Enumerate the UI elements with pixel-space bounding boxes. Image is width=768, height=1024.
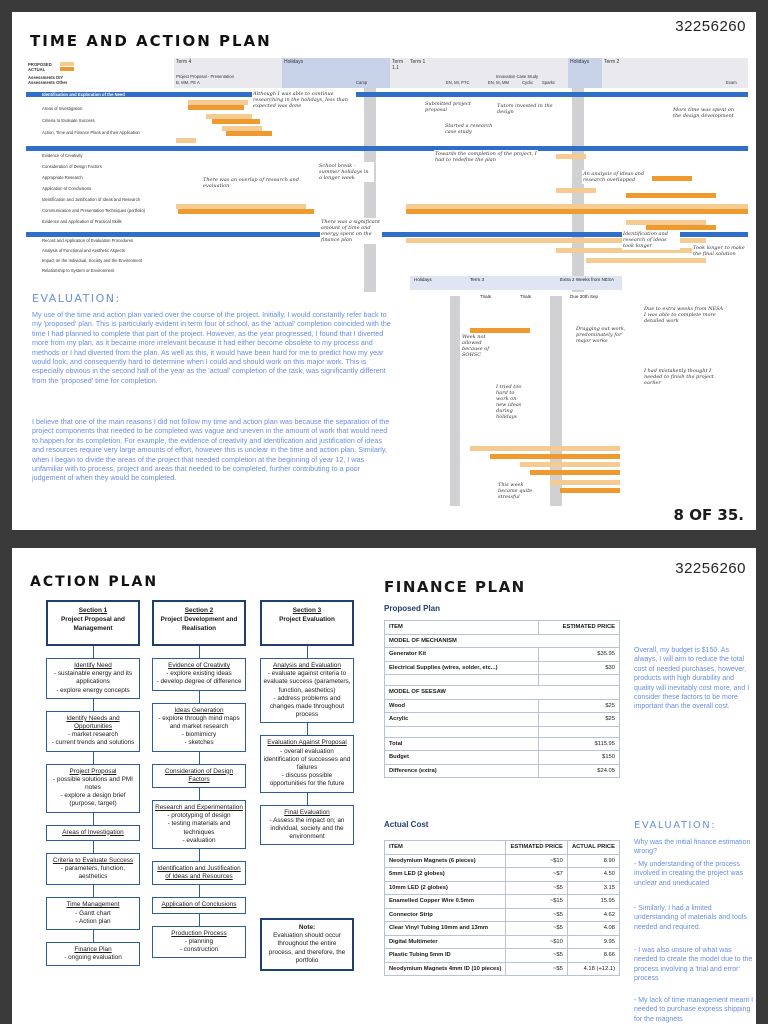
header-case-study: Innovation Case Study: [496, 74, 539, 79]
handwritten-note: An analysis of ideas and research overlapped: [582, 170, 652, 184]
row-label: Application of Conclusions: [42, 186, 92, 191]
handwritten-note: Tutors invested in the design: [496, 102, 556, 116]
flow-item: Areas of Investigation: [46, 825, 140, 841]
handwritten-note: Week not allowed because of SOHSC: [462, 334, 490, 358]
gantt2-header-label: Due 30th Sep: [570, 294, 599, 299]
flow-item: Analysis and Evaluation - evaluate against criteria to evaluate success (parameters, function, aesthetics) - address problems and changes made throughout process: [260, 658, 354, 723]
legend-proposed-swatch: [60, 62, 74, 66]
header-holidays: Holidays: [282, 58, 390, 88]
handwritten-note: Although I was able to continue researching in the holidays, less than expected was done: [252, 90, 356, 110]
bar-proposed: [176, 138, 196, 143]
finance-evaluation-question: Why was the initial finance estimation wrong?: [634, 839, 751, 856]
evaluation-paragraph: I believe that one of the main reasons I did not follow my time and action plan was because the separation of the project components that needed to be completed was vague and uneven in the amount of work that would need to happen for its completion. For example, the evidence of creativity and identification and justification of ideas and resources require very large amounts of effort, however this is unclear in the time and action plan. Similarly, when I began to divide the areas of the project that needed completion at the beginning of year 12, I was unfamiliar with to process, project and areas that needed to be completed, further contributing to a poor judgement of when they would be completed.: [32, 417, 390, 483]
table-row: Neodymium Magnets 4mm ID (10 pieces) ~$5 4.18 (+12.1): [385, 962, 620, 976]
finance-plan-title: FINANCE PLAN: [384, 578, 526, 596]
row-label: Consideration of Design Factors: [42, 164, 102, 169]
handwritten-note: Dragging out work, predominately for major works: [576, 326, 626, 344]
evaluation-heading: EVALUATION:: [32, 292, 121, 305]
bar-proposed: [550, 480, 620, 485]
row-label: Relationship to System or Environment: [42, 268, 115, 273]
table-row: Electrical Supplies (wires, solder, etc...) $30: [385, 661, 620, 675]
actual-cost-heading: Actual Cost: [384, 820, 429, 829]
actual-cost-table: [384, 840, 620, 976]
flow-item: Identification and Justification of Ideas and Resources: [152, 861, 246, 885]
gantt2-header-label: Term 3: [470, 277, 485, 282]
bar-actual: [560, 488, 620, 493]
handwritten-note: Started a research case study: [444, 122, 504, 136]
flow-item: Production Process - planning - construction: [152, 926, 246, 959]
flow-column-section-2: [152, 600, 246, 958]
page-number: 8 OF 35.: [673, 506, 744, 524]
legend-proposed: PROPOSED: [28, 62, 52, 67]
flow-item: Consideration of Design Factors: [152, 764, 246, 788]
row-label: Analysis of Functional and Aesthetic Aspects: [42, 248, 125, 253]
finance-evaluation-heading: EVALUATION:: [634, 820, 717, 831]
handwritten-note: This week became quite stressful: [498, 482, 533, 500]
gantt2-header-label: Trials: [480, 294, 492, 299]
budget-text: Overall, my budget is $150. As always, I will aim to reduce the total cost of needed purchases, however, products with high durability and quality will inevitably cost more, and I consider these factors to be more important than the overall cost.: [634, 647, 750, 711]
row-label: Record and Application of Evaluation Procedures: [42, 238, 134, 243]
page-title: TIME AND ACTION PLAN: [30, 32, 272, 50]
table-row: Enamelled Copper Wire 0.5mm ~$15 15.95: [385, 895, 620, 909]
row-label: Impact on the Individual, Society and the Environment: [42, 258, 143, 263]
header-term4: Term 4: [174, 58, 282, 88]
flow-item: Identify Need - sustainable energy and its applications - explore energy concepts: [46, 658, 140, 699]
header-exam: Exam: [726, 80, 737, 85]
header-assessment-diy: Project Proposal - Presentation: [176, 74, 234, 79]
section-2-box: Section 2 Project Development and Realisation: [152, 600, 246, 646]
bar-proposed: [556, 154, 586, 159]
page-time-and-action-plan: [12, 12, 756, 530]
table-header-row: ITEM ESTIMATED PRICE: [385, 621, 620, 635]
gantt2-header-label: Extra 2 Weeks from NESA: [560, 277, 615, 282]
table-row: Difference (extra) $24.05: [385, 764, 620, 778]
row-label: Identification and Justification of Ideas and Research: [42, 197, 141, 202]
table-row: Plastic Tubing 5mm ID ~$5 8.66: [385, 949, 620, 963]
handwritten-note: There was an overlap of research and evaluation: [202, 176, 302, 190]
finance-evaluation-point: - My understanding of the process involved in creating the project was unclear and uneducated: [634, 861, 743, 887]
bar-proposed: [520, 462, 620, 467]
handwritten-note: Identification and research of ideas took longer: [622, 230, 680, 250]
handwritten-note: I tried too hard to work on new ideas during holidays: [496, 384, 522, 420]
section-band-2: [26, 146, 748, 151]
bar-actual: [470, 328, 530, 333]
student-id: 32256260: [675, 560, 746, 577]
finance-evaluation-point: - Similarly, I had a limited understanding of materials and tools needed and required.: [634, 905, 747, 931]
table-row: Digital Multimeter ~$10 9.95: [385, 935, 620, 949]
proposed-plan-table: [384, 620, 620, 778]
flow-item: Ideas Generation - explore through mind maps and market research - biomimicry - sketches: [152, 703, 246, 752]
bar-actual: [212, 119, 260, 124]
gantt2-header-label: Trials: [520, 294, 532, 299]
header-holidays2: Holidays: [568, 58, 602, 88]
bar-actual: [226, 131, 272, 136]
assessments-other: Assessments Other: [28, 80, 68, 85]
bar-actual: [188, 105, 244, 110]
table-row: Clear Vinyl Tubing 10mm and 13mm ~$5 4.08: [385, 922, 620, 936]
header-term11: Term 1.1: [390, 58, 408, 88]
page-action-and-finance-plan: [12, 548, 756, 1024]
header-other-4: Cyclic: [522, 80, 534, 85]
assessments-diy: Assessments DIY: [28, 75, 64, 80]
finance-evaluation-point: - My lack of time management meant I needed to purchase express shipping for the magnets: [634, 997, 754, 1023]
flow-item: Application of Conclusions: [152, 897, 246, 913]
legend-actual-swatch: [60, 67, 74, 71]
table-row: MODEL OF MECHANISM: [385, 634, 620, 648]
bar-actual: [178, 209, 314, 214]
table-row: Total $115.95: [385, 737, 620, 751]
header-other-5: Sparkc: [542, 80, 556, 85]
grey-column-1: [364, 88, 376, 292]
bar-proposed: [556, 188, 596, 193]
row-label: Areas of Investigation: [42, 106, 83, 111]
table-header-row: ITEM ESTIMATED PRICE ACTUAL PRICE: [385, 841, 620, 855]
row-label: Action, Time and Finance Plans and their Application: [42, 130, 140, 135]
flow-item: Evidence of Creativity - explore existing ideas - develop degree of difference: [152, 658, 246, 691]
table-row: Acrylic $25: [385, 713, 620, 727]
table-row: [385, 675, 620, 686]
proposed-plan-heading: Proposed Plan: [384, 604, 441, 613]
handwritten-note: Took longer to make the final solution: [692, 244, 748, 258]
row-label: Criteria to Evaluate Success: [42, 118, 95, 123]
section-title-1: Identification and Exploration of the Need: [42, 92, 125, 97]
finance-evaluation-point: - I was also unsure of what was needed to create the model due to the process involving a 'trial and error' process: [634, 947, 753, 983]
flow-column-section-1: [46, 600, 140, 966]
table-row: Wood $25: [385, 699, 620, 713]
flow-item: Time Management - Gantt chart - Action plan: [46, 897, 140, 930]
header-camp: Camp: [356, 80, 368, 85]
flow-item: Evaluation Against Proposal - overall evaluation identification of successes and failures - discuss possible opportunities for the future: [260, 735, 354, 792]
header-assessment-other: B, MM, PE A: [176, 80, 200, 85]
gantt2-header-label: Holidays: [414, 277, 432, 282]
section-3-box: Section 3 Project Evaluation: [260, 600, 354, 646]
section-1-box: Section 1 Project Proposal and Management: [46, 600, 140, 646]
evaluation-paragraph: My use of the time and action plan varied over the course of the project. Initially, I would constantly refer back to my 'proposed' plan. This is particularly evident in term four of school, as the 'actual' completion coincided with the time I had planned to complete that part of the project. However, as the year progressed, I found that I diverted more from my plan, as it became more irrelevant because it had either become obsolete to my process and methods or I had diverted from the plan. As well as this, it would have been hard for me to predict how my year would look, and consequently hard to determine when I could and should work on this major work. This is especially obvious in the second half of the year as the 'actual' completion of the task, was significantly different from the 'proposed' time for completion.: [32, 310, 391, 385]
bar-proposed: [470, 446, 620, 451]
row-label: Evidence of Creativity: [42, 153, 83, 158]
student-id: 32256260: [675, 18, 746, 35]
table-row: Generator Kit $35.95: [385, 648, 620, 662]
row-label: Evidence and Application of Practical Skills: [42, 219, 122, 224]
flow-item: Criteria to Evaluate Success - parameters, function, aesthetics: [46, 853, 140, 886]
flow-item: Finance Plan - ongoing evaluation: [46, 942, 140, 966]
bar-actual: [406, 209, 748, 214]
grey-column: [450, 296, 460, 506]
handwritten-note: There was a significant amount of time and energy spent on the finance plan: [320, 218, 382, 244]
header-other-2: EN, MI, PTC: [446, 80, 470, 85]
flow-item: Identify Needs and Opportunities - market research - current trends and solutions: [46, 711, 140, 752]
handwritten-note: Submitted project proposal: [424, 100, 490, 114]
gantt-chart: [26, 58, 748, 292]
table-row: Connector Strip ~$5 4.62: [385, 908, 620, 922]
flow-item: Research and Experimentation - prototyping of design - testing materials and techniques - evaluation: [152, 800, 246, 849]
bar-actual: [490, 454, 620, 459]
row-label: Communication and Presentation Techniques (portfolio): [42, 208, 146, 213]
handwritten-note: Due to extra weeks from NESA I was able to complete more detailed work: [644, 306, 724, 324]
header-term1: Term 1: [408, 58, 568, 88]
bar-proposed: [586, 258, 706, 263]
handwritten-note: School break - summer holidays in a longer week: [318, 162, 374, 182]
legend-actual: ACTUAL: [28, 67, 46, 72]
flow-item: Project Proposal - possible solutions and PMI notes - explore a design brief (purpose, target): [46, 764, 140, 813]
table-row: [385, 726, 620, 737]
bar-actual: [530, 470, 620, 475]
action-plan-title: ACTION PLAN: [30, 574, 159, 590]
table-row: Neodymium Magnets (6 pieces) ~$10 8.90: [385, 854, 620, 868]
handwritten-note: I had mistakenly thought I needed to finish the project earlier: [644, 368, 714, 386]
header-other-3: EN, M, MM: [488, 80, 509, 85]
header-term2: Term 2: [602, 58, 748, 88]
handwritten-note: Towards the completion of the project, I had to redefine the plan: [435, 151, 537, 163]
table-row: 10mm LED (2 globes) ~$5 3.15: [385, 881, 620, 895]
table-row: MODEL OF SEESAW: [385, 686, 620, 700]
note-box: Note: Evaluation should occur throughout the entire process, and therefore, the portfolio: [260, 918, 354, 971]
bar-actual: [626, 193, 716, 198]
flow-column-section-3: [260, 600, 354, 845]
handwritten-note: More time was spent on the design development: [672, 106, 742, 120]
table-row: Budget $150: [385, 751, 620, 765]
row-label: Appropriate Research: [42, 175, 83, 180]
flow-item: Final Evaluation - Assess the impact on; an individual, society and the environment: [260, 805, 354, 846]
table-row: 5mm LED (2 globes) ~$7 4.50: [385, 868, 620, 882]
